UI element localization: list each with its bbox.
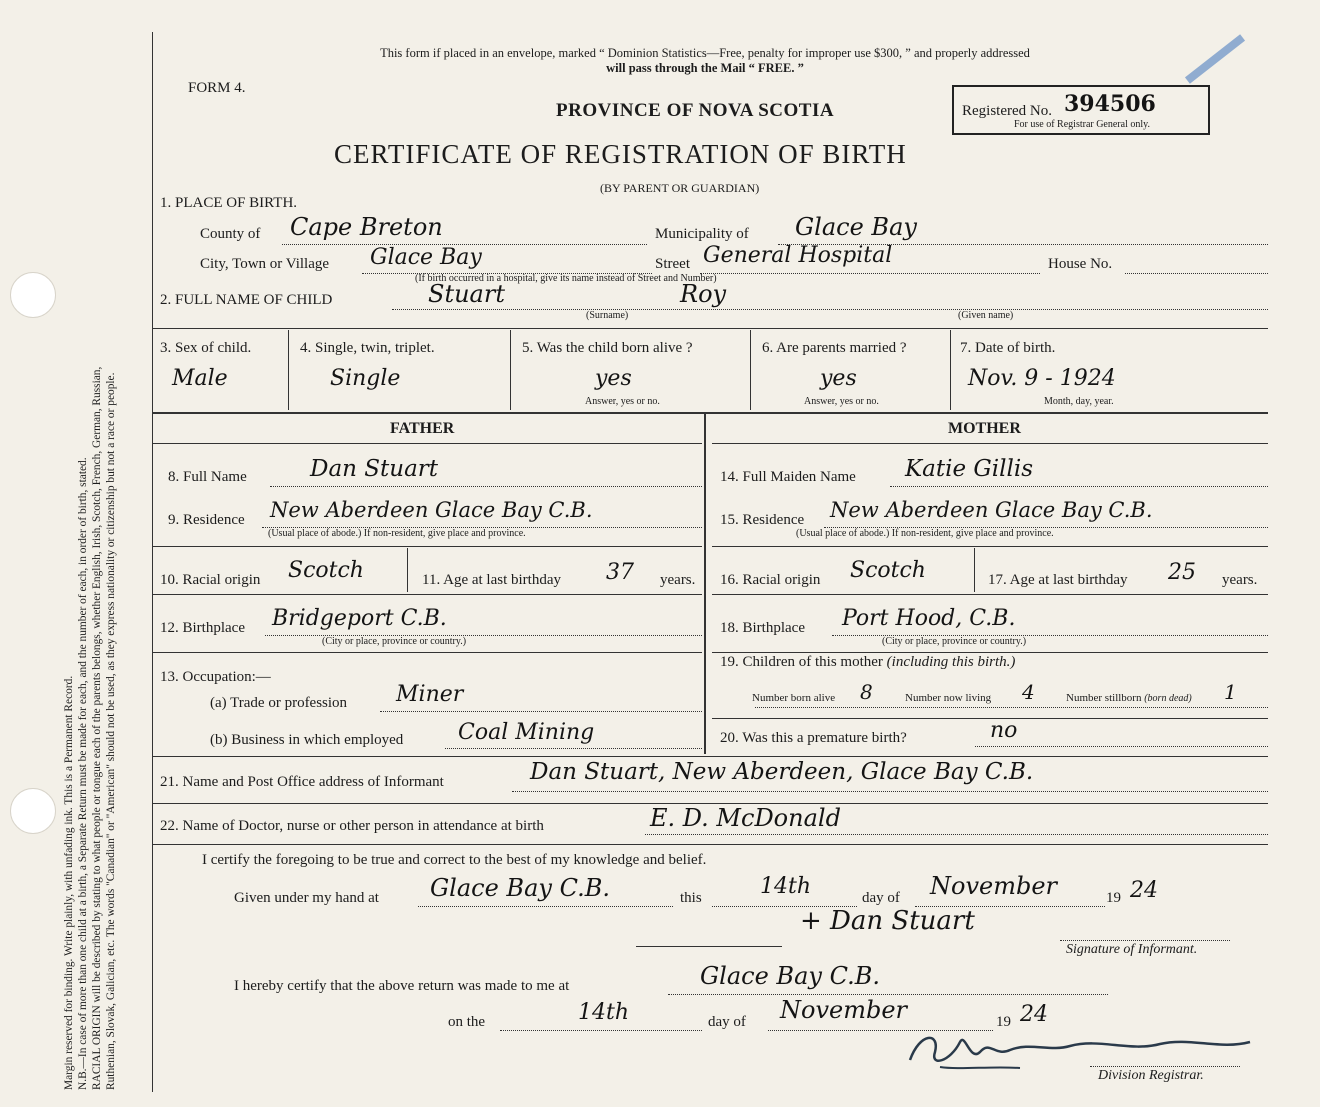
plurality-value: Single	[330, 366, 401, 391]
father-birthplace-label: 12. Birthplace	[160, 620, 245, 636]
mail-notice-line: This form if placed in an envelope, marked “ Dominion Statistics—Free, penalty for improper use $300, ” and properly addressed	[380, 46, 1030, 60]
dob-label: 7. Date of birth.	[960, 340, 1056, 356]
doctor-value: E. D. McDonald	[650, 804, 841, 832]
registered-label: Registered No.	[962, 103, 1052, 119]
premature-value: no	[990, 718, 1018, 743]
informant-label: 21. Name and Post Office address of Informant	[160, 774, 444, 790]
given-day-of-label: day of	[862, 890, 900, 906]
trade-value: Miner	[396, 682, 464, 707]
child-surname: Stuart	[428, 280, 505, 308]
mother-birthplace-value: Port Hood, C.B.	[842, 606, 1016, 631]
father-residence-caption: (Usual place of abode.) If non-resident, give place and province.	[268, 528, 526, 539]
father-age-unit: years.	[660, 572, 696, 588]
municipality-value: Glace Bay	[795, 213, 917, 241]
born-alive-count-value: 8	[860, 680, 873, 704]
father-racial-label: 10. Racial origin	[160, 572, 261, 588]
hospital-note: (If birth occurred in a hospital, give its name instead of Street and Number)	[415, 273, 717, 284]
margin-note: Ruthenian, Slovak, Galician, etc. The words "Canadian" or "American" should not be used, as they express nationality or citizenship but not a race or people.	[105, 372, 117, 1090]
dob-value: Nov. 9 - 1924	[968, 366, 1116, 391]
business-value: Coal Mining	[458, 720, 595, 745]
informant-signature-caption: Signature of Informant.	[1066, 942, 1198, 957]
father-name-label: 8. Full Name	[168, 469, 247, 485]
child-given-name: Roy	[680, 280, 727, 308]
father-residence-label: 9. Residence	[168, 512, 245, 528]
mother-residence-label: 15. Residence	[720, 512, 805, 528]
surname-caption: (Surname)	[586, 310, 629, 321]
stillborn-label-note: (born dead)	[1144, 693, 1192, 704]
given-year-value: 24	[1130, 878, 1158, 903]
father-birthplace-caption: (City or place, province or country.)	[322, 636, 467, 647]
informant-signature: + Dan Stuart	[800, 906, 975, 936]
form-number: FORM 4.	[188, 80, 246, 96]
registrar-year-prefix: 19	[996, 1014, 1011, 1030]
registrar-day-of-label: day of	[708, 1014, 746, 1030]
children-label-note: (including this birth.)	[886, 654, 1016, 670]
certification-statement: I certify the foregoing to be true and correct to the best of my knowledge and belief.	[202, 852, 707, 868]
street-value: General Hospital	[703, 243, 893, 268]
born-alive-caption: Answer, yes or no.	[585, 396, 660, 407]
on-the-label: on the	[448, 1014, 486, 1030]
registrar-statement: I hereby certify that the above return was made to me at	[234, 978, 570, 994]
father-residence-value: New Aberdeen Glace Bay C.B.	[270, 498, 593, 522]
born-alive-label: 5. Was the child born alive ?	[522, 340, 693, 356]
mother-racial-label: 16. Racial origin	[720, 572, 821, 588]
stillborn-count-label	[1066, 692, 1192, 704]
plurality-label: 4. Single, twin, triplet.	[300, 340, 435, 356]
city-label: City, Town or Village	[200, 256, 330, 272]
children-label	[720, 654, 1015, 671]
street-label: Street	[655, 256, 690, 272]
mother-residence-value: New Aberdeen Glace Bay C.B.	[830, 498, 1153, 522]
mother-age-label: 17. Age at last birthday	[988, 572, 1128, 588]
living-count-label: Number now living	[905, 692, 992, 704]
trade-label: (a) Trade or profession	[210, 695, 348, 711]
ink-mark	[1185, 34, 1245, 83]
given-day-value: 14th	[760, 874, 812, 899]
dob-caption: Month, day, year.	[1044, 396, 1114, 407]
mother-name-label: 14. Full Maiden Name	[720, 469, 856, 485]
occupation-label: 13. Occupation:—	[160, 669, 271, 685]
living-count-value: 4	[1022, 680, 1035, 704]
father-racial-value: Scotch	[288, 558, 364, 583]
margin-note: RACIAL ORIGIN will be described by stating to what people or tongue each of the parents belongs, whether English, Irish, Scotch, French, German, Russian,	[91, 366, 103, 1090]
city-value: Glace Bay	[370, 245, 482, 270]
parents-married-value: yes	[820, 366, 857, 391]
registrar-signature-caption: Division Registrar.	[1098, 1068, 1204, 1083]
mother-age-value: 25	[1168, 560, 1196, 585]
registrar-day-value: 14th	[578, 1000, 630, 1025]
sex-value: Male	[172, 366, 228, 391]
given-name-caption: (Given name)	[958, 310, 1014, 321]
registrar-signature	[900, 1022, 1260, 1072]
doctor-label: 22. Name of Doctor, nurse or other person in attendance at birth	[160, 818, 544, 834]
margin-note: N.B.—In case of more than one child at a birth, a Separate Return must be made for each, and the number of each, in order of birth, stated.	[77, 457, 89, 1090]
municipality-label: Municipality of	[655, 226, 749, 242]
registrar-note: For use of Registrar General only.	[1014, 119, 1150, 130]
father-age-value: 37	[606, 560, 634, 585]
sex-label: 3. Sex of child.	[160, 340, 252, 356]
registered-number: 394506	[1064, 91, 1156, 117]
registrar-place-value: Glace Bay C.B.	[700, 962, 880, 990]
father-heading: FATHER	[390, 420, 455, 437]
place-of-birth-heading: 1. PLACE OF BIRTH.	[160, 195, 298, 211]
parents-married-caption: Answer, yes or no.	[804, 396, 879, 407]
margin-notes	[62, 367, 118, 1090]
county-value: Cape Breton	[290, 213, 443, 241]
registration-box	[952, 85, 1210, 135]
registrar-year-value: 24	[1020, 1002, 1048, 1027]
mail-notice-line: will pass through the Mail “ FREE. ”	[606, 61, 804, 75]
margin-note: Margin reserved for binding. Write plainly, with unfading ink. This is a Permanent Record.	[63, 675, 75, 1090]
father-age-label: 11. Age at last birthday	[422, 572, 561, 588]
mother-birthplace-label: 18. Birthplace	[720, 620, 805, 636]
house-label: House No.	[1048, 256, 1113, 272]
children-label-text: 19. Children of this mother	[720, 654, 883, 670]
given-month-value: November	[930, 872, 1058, 900]
mother-birthplace-caption: (City or place, province or country.)	[882, 636, 1027, 647]
informant-value: Dan Stuart, New Aberdeen, Glace Bay C.B.	[530, 759, 1034, 785]
province-heading: PROVINCE OF NOVA SCOTIA	[556, 100, 835, 121]
mother-racial-value: Scotch	[850, 558, 926, 583]
given-year-prefix: 19	[1106, 890, 1121, 906]
mail-notice	[300, 46, 1110, 76]
child-name-label: 2. FULL NAME OF CHILD	[160, 292, 333, 308]
premature-label: 20. Was this a premature birth?	[720, 730, 907, 746]
page-title: CERTIFICATE OF REGISTRATION OF BIRTH	[334, 139, 907, 169]
mother-age-unit: years.	[1222, 572, 1258, 588]
born-alive-count-label: Number born alive	[752, 692, 836, 704]
punch-hole	[10, 272, 56, 318]
registrar-month-value: November	[780, 996, 908, 1024]
born-alive-value: yes	[595, 366, 632, 391]
mother-residence-caption: (Usual place of abode.) If non-resident, give place and province.	[796, 528, 1054, 539]
given-at-label: Given under my hand at	[234, 890, 379, 906]
stillborn-label-text: Number stillborn	[1066, 692, 1142, 704]
this-label: this	[680, 890, 702, 906]
father-birthplace-value: Bridgeport C.B.	[272, 606, 447, 631]
business-label: (b) Business in which employed	[210, 732, 404, 748]
mother-name-value: Katie Gillis	[905, 456, 1034, 482]
parents-married-label: 6. Are parents married ?	[762, 340, 907, 356]
mother-heading: MOTHER	[948, 420, 1021, 437]
stillborn-count-value: 1	[1224, 680, 1237, 704]
father-name-value: Dan Stuart	[310, 456, 439, 482]
punch-hole	[10, 788, 56, 834]
given-place-value: Glace Bay C.B.	[430, 874, 610, 902]
page-subtitle: (BY PARENT OR GUARDIAN)	[600, 181, 760, 195]
county-label: County of	[200, 226, 261, 242]
